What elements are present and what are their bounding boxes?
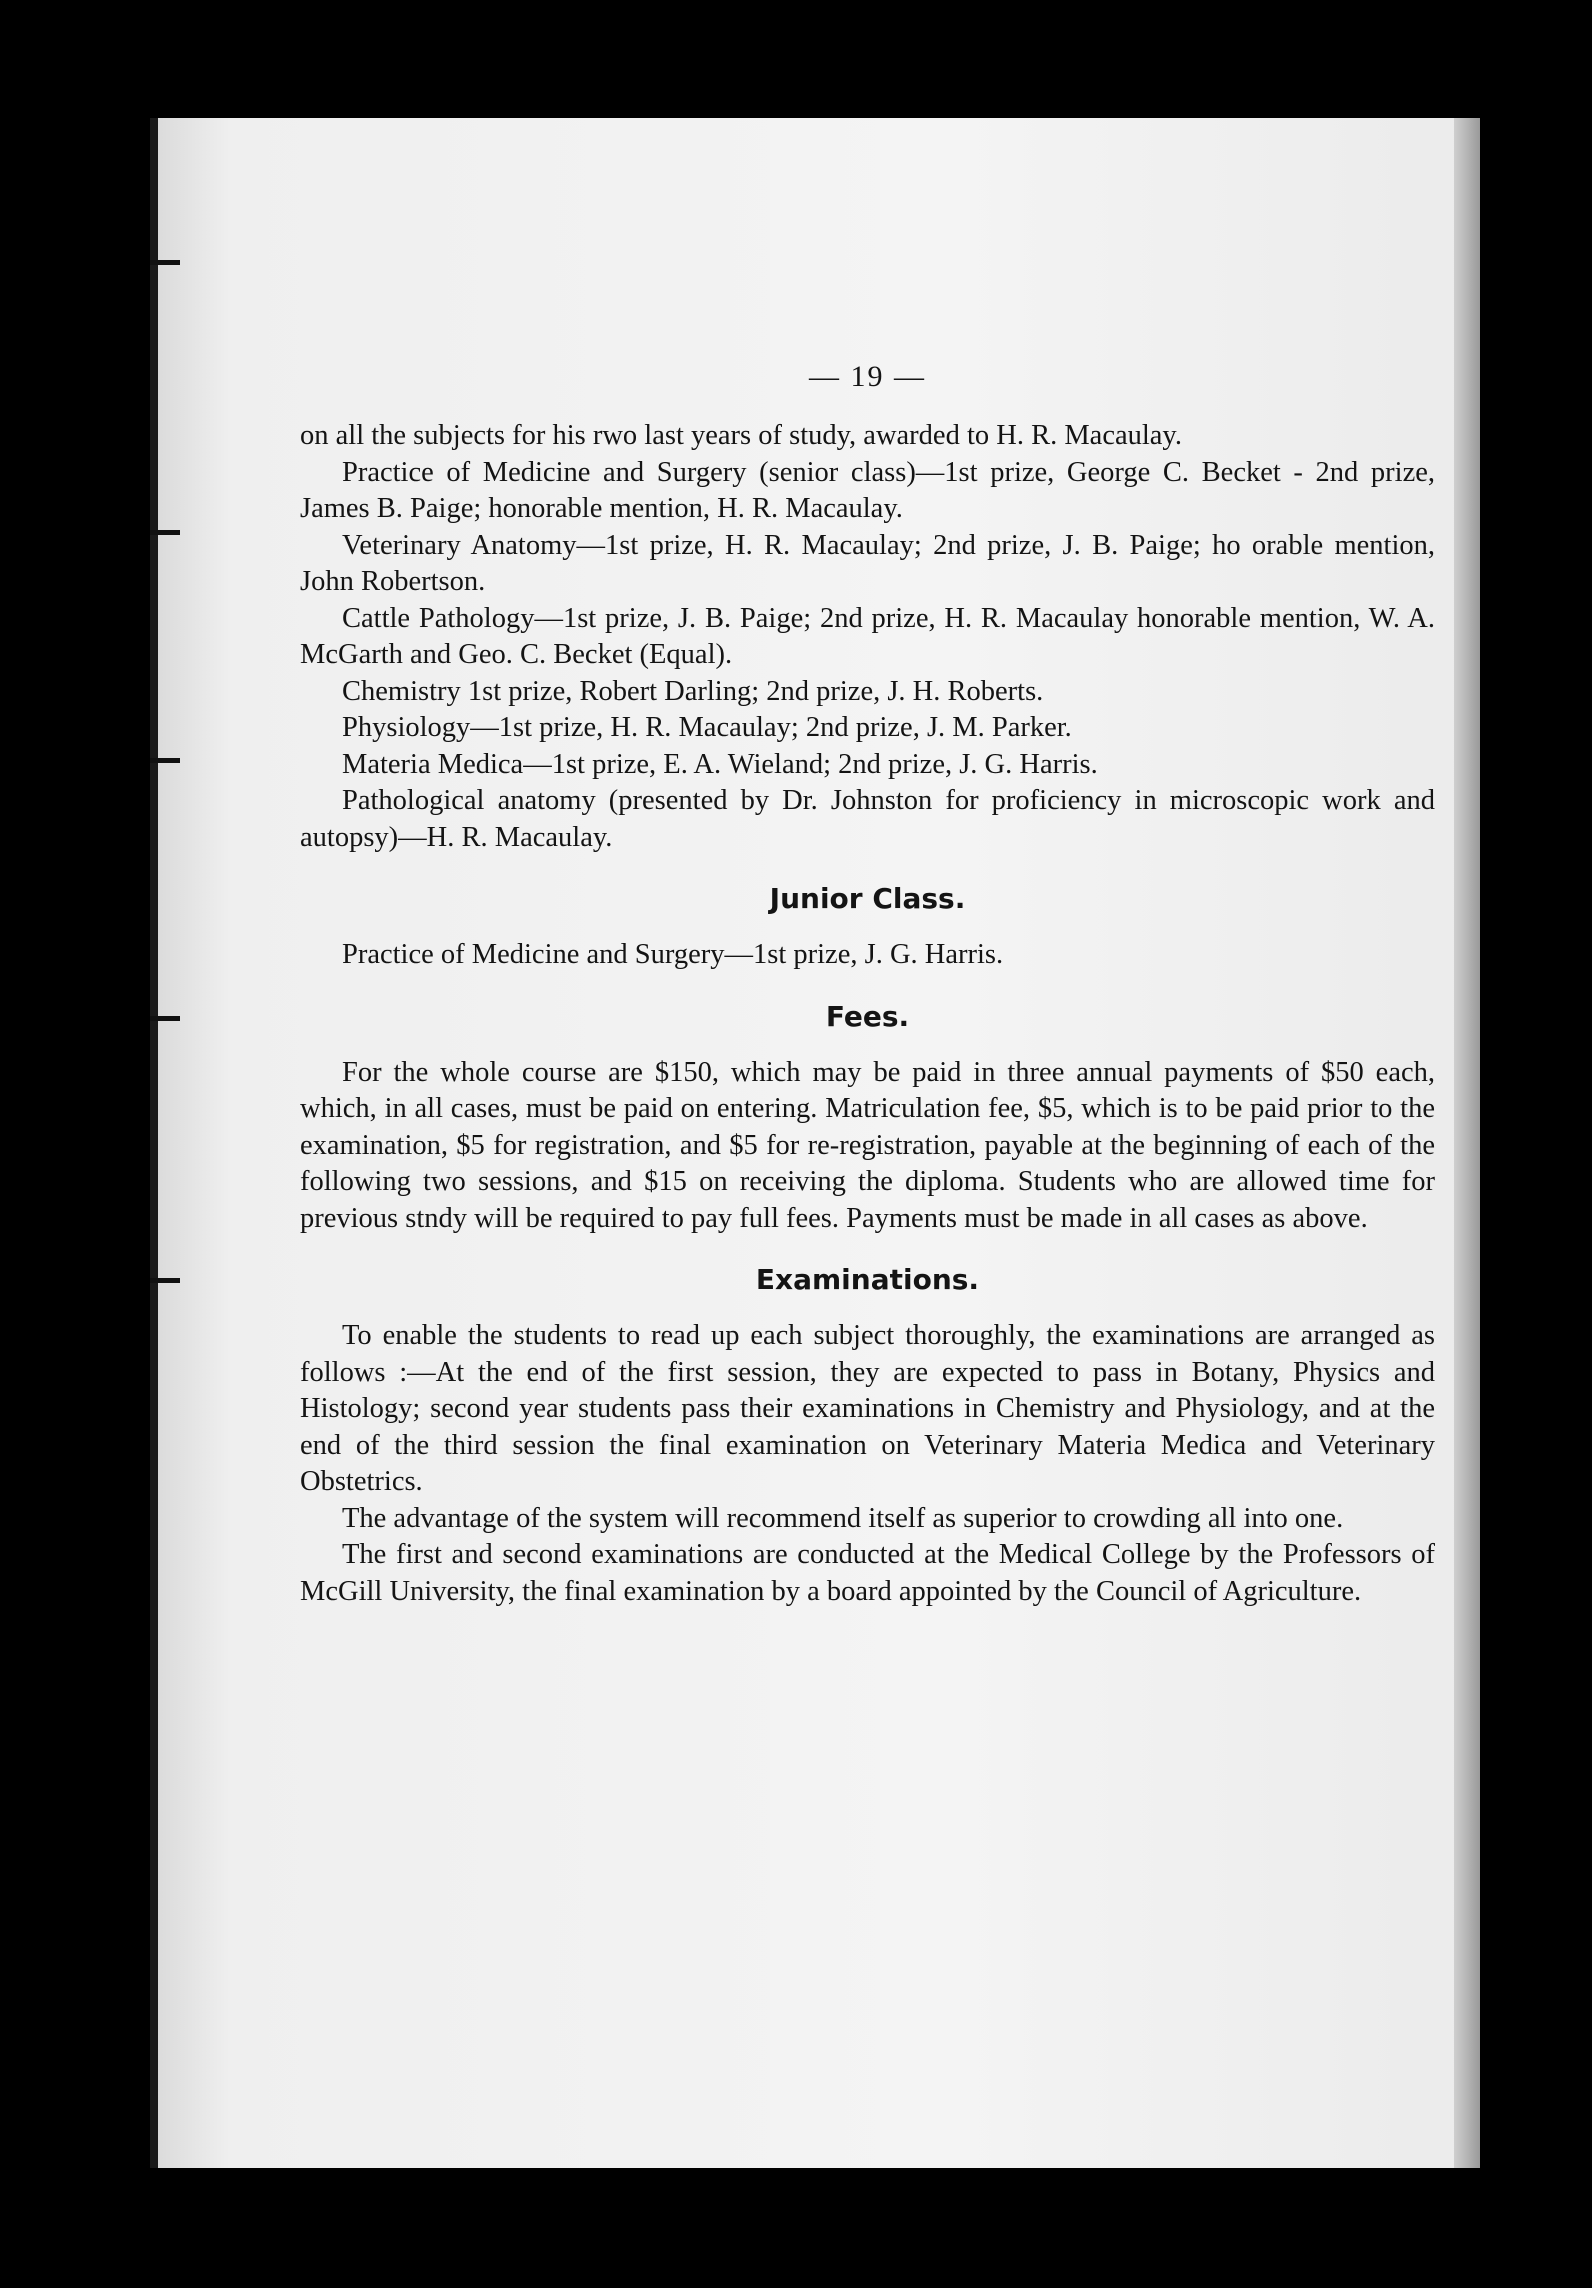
binding-stitch — [150, 758, 180, 763]
prize-veterinary-anatomy: Veterinary Anatomy—1st prize, H. R. Macaulay; 2nd prize, J. B. Paige; ho orable mention, John Robertson. — [300, 529, 1435, 597]
binding-stitch — [150, 530, 180, 535]
prize-paragraph-intro: on all the subjects for his rwo last years of study, awarded to H. R. Macaulay. — [300, 420, 1182, 451]
binding-stitch — [150, 1016, 180, 1021]
fees-heading: Fees. — [825, 999, 910, 1033]
prize-materia-medica: Materia Medica—1st prize, E. A. Wieland; 2nd prize, J. G. Harris. — [342, 748, 1098, 780]
binding-stitch — [150, 1278, 180, 1283]
prize-cattle-pathology: Cattle Pathology—1st prize, J. B. Paige; 2nd prize, H. R. Macaulay honorable mention, W. A. McGarth and Geo. C. Becket (Equal). — [300, 602, 1435, 670]
page-text — [300, 360, 1435, 1610]
fees-text: For the whole course are $150, which may be paid in three annual payments of $50 each, which, in all cases, must be paid on entering. Matriculation fee, $5, which is to be paid prior to the examination, $5 for registration, and $5 for re-registration, payable at the beginning of each of the following two sessions, and $15 on receiving the diploma. Students who are allowed time for previous stndy will be required to pay full fees. Payments must be made in all cases as above. — [300, 1056, 1435, 1234]
examinations-paragraph-1: To enable the students to read up each subject thoroughly, the examinations are arranged as follows :—At the end of the first session, they are expected to pass in Botany, Physics and Histology; second year students pass their examinations in Chemistry and Physiology, and at the end of the third session the final examination on Veterinary Materia Medica and Veterinary Obstetrics. — [300, 1320, 1435, 1497]
junior-class-heading: Junior Class. — [769, 882, 966, 915]
prize-practice-senior: Practice of Medicine and Surgery (senior class)—1st prize, George C. Becket - 2nd prize, James B. Paige; honorable mention, H. R. Macaulay. — [300, 456, 1435, 524]
examinations-paragraph-2: The advantage of the system will recommend itself as superior to crowding all into one. — [342, 1502, 1344, 1534]
binding-spine — [150, 118, 158, 2168]
junior-class-text: Practice of Medicine and Surgery—1st prize, J. G. Harris. — [342, 939, 1004, 970]
binding-stitch — [150, 260, 180, 265]
prize-chemistry: Chemistry 1st prize, Robert Darling; 2nd prize, J. H. Roberts. — [342, 675, 1044, 707]
scanned-page — [150, 118, 1480, 2168]
page-number: — 19 — — [809, 360, 926, 393]
prize-physiology: Physiology—1st prize, H. R. Macaulay; 2nd prize, J. M. Parker. — [342, 712, 1072, 743]
page-edge-shadow — [1454, 118, 1480, 2168]
examinations-paragraph-3: The first and second examinations are conducted at the Medical College by the Professors of McGill University, the final examination by a board appointed by the Council of Agriculture. — [300, 1539, 1435, 1607]
examinations-heading: Examinations. — [755, 1263, 980, 1296]
prize-pathological-anatomy: Pathological anatomy (presented by Dr. Johnston for proficiency in microscopic work and autopsy)—H. R. Macaulay. — [300, 785, 1435, 853]
